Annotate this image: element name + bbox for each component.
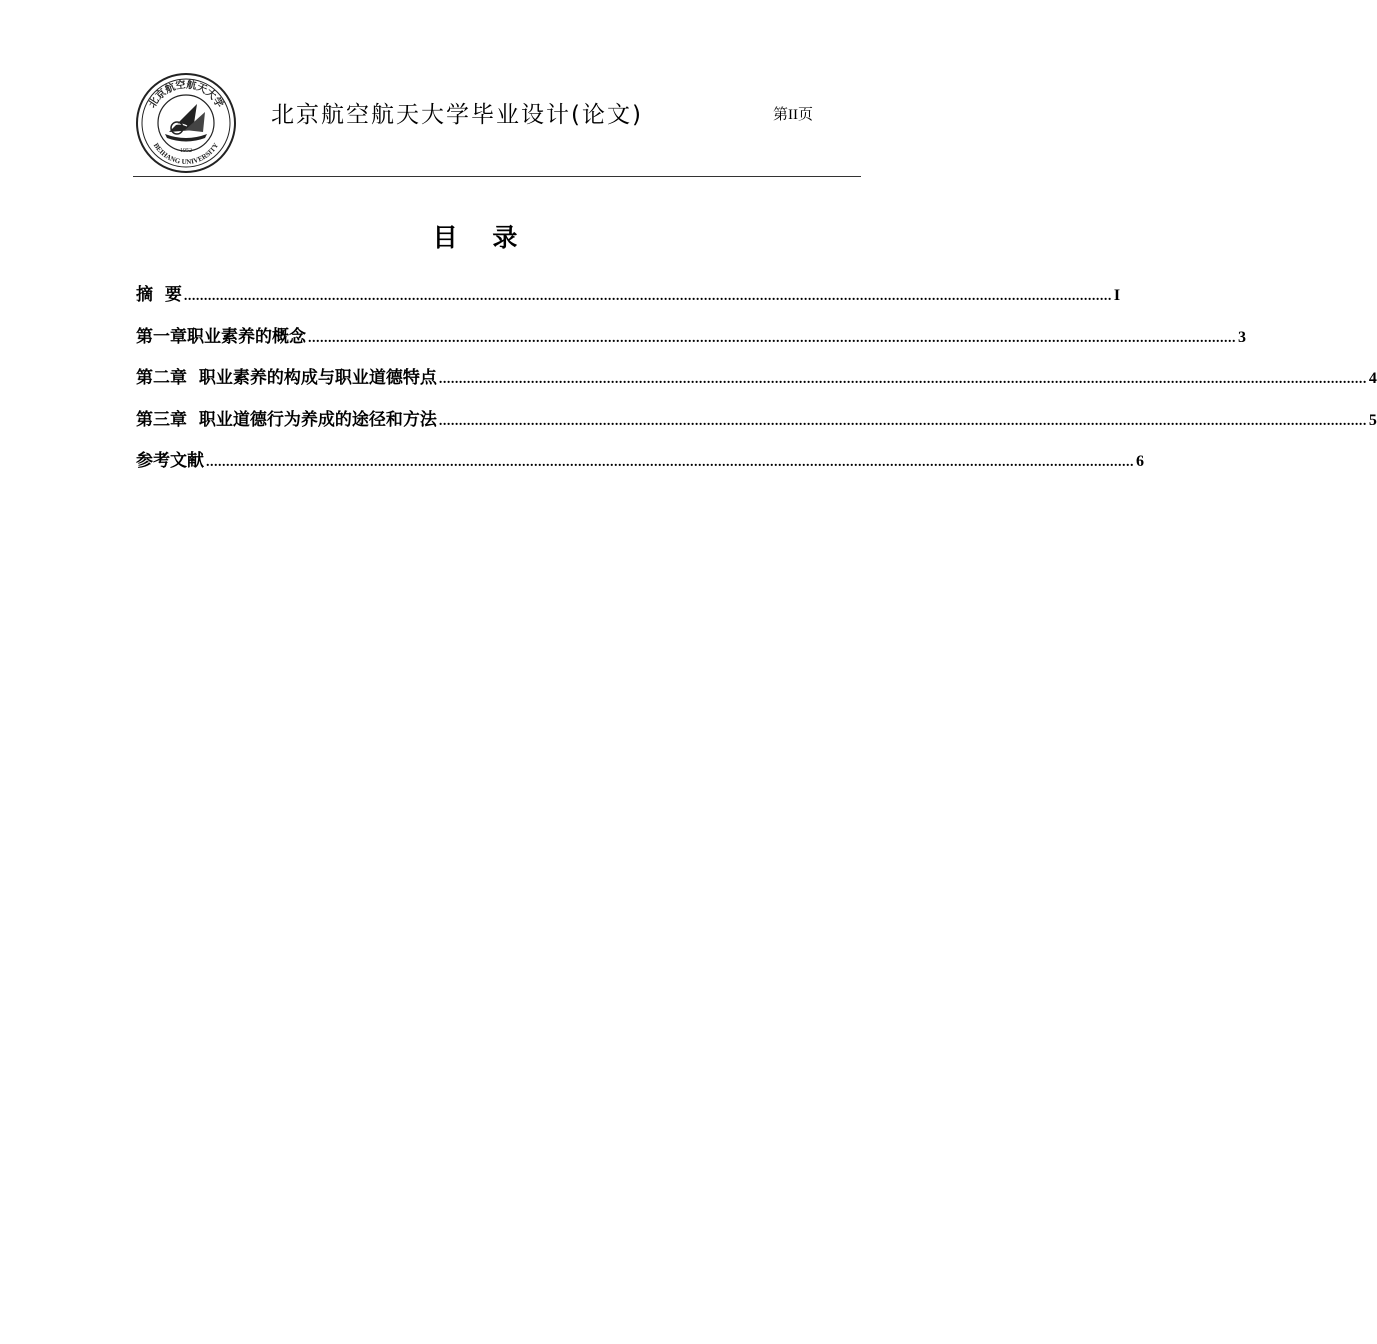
- toc-entry-label: 第三章 职业道德行为养成的途径和方法: [136, 409, 437, 430]
- header-divider: [133, 176, 861, 177]
- toc-entry-page: 3: [1238, 328, 1246, 346]
- toc-entry-page: 6: [1136, 453, 1144, 470]
- page-number-label: 第II页: [773, 107, 813, 123]
- toc-entry-chapter-3[interactable]: [136, 405, 1377, 447]
- seal-year: 1952: [180, 148, 192, 154]
- header-title: 北京航空航天大学毕业设计(论文): [271, 102, 643, 128]
- seal-bottom-text: BEIHANG UNIVERSITY: [151, 141, 221, 167]
- toc-entry-label: 第一章职业素养的概念: [136, 326, 306, 347]
- toc-entry-label: 摘 要: [136, 285, 182, 305]
- toc-entry-label: 第二章 职业素养的构成与职业道德特点: [136, 368, 437, 388]
- toc-dot-leader: ........................................................................................................................................................................................................................................: [438, 413, 1367, 429]
- toc-dot-leader: ........................................................................................................................................................................................................................................: [438, 372, 1367, 387]
- seal-top-text: 北京航空航天大学: [147, 79, 225, 110]
- page-header: [133, 70, 861, 177]
- toc-entry-page: I: [1113, 287, 1121, 304]
- toc-entry-abstract[interactable]: [136, 280, 1121, 322]
- toc-entry-page: 5: [1368, 411, 1377, 429]
- table-of-contents: [136, 280, 1377, 488]
- toc-dot-leader: ........................................................................................................................................................................................................................................: [206, 455, 1134, 470]
- toc-entry-label: 参考文献: [136, 451, 204, 471]
- toc-entry-chapter-2[interactable]: [136, 363, 1377, 405]
- toc-entry-references[interactable]: [136, 446, 1144, 488]
- toc-entry-chapter-1[interactable]: [136, 322, 1246, 364]
- beihang-university-seal-icon: [135, 72, 237, 174]
- toc-heading: 目 录: [432, 223, 518, 252]
- toc-dot-leader: ........................................................................................................................................................................................................................................: [308, 330, 1236, 346]
- toc-entry-page: 4: [1368, 370, 1377, 387]
- toc-dot-leader: ........................................................................................................................................................................................................................................: [183, 289, 1112, 304]
